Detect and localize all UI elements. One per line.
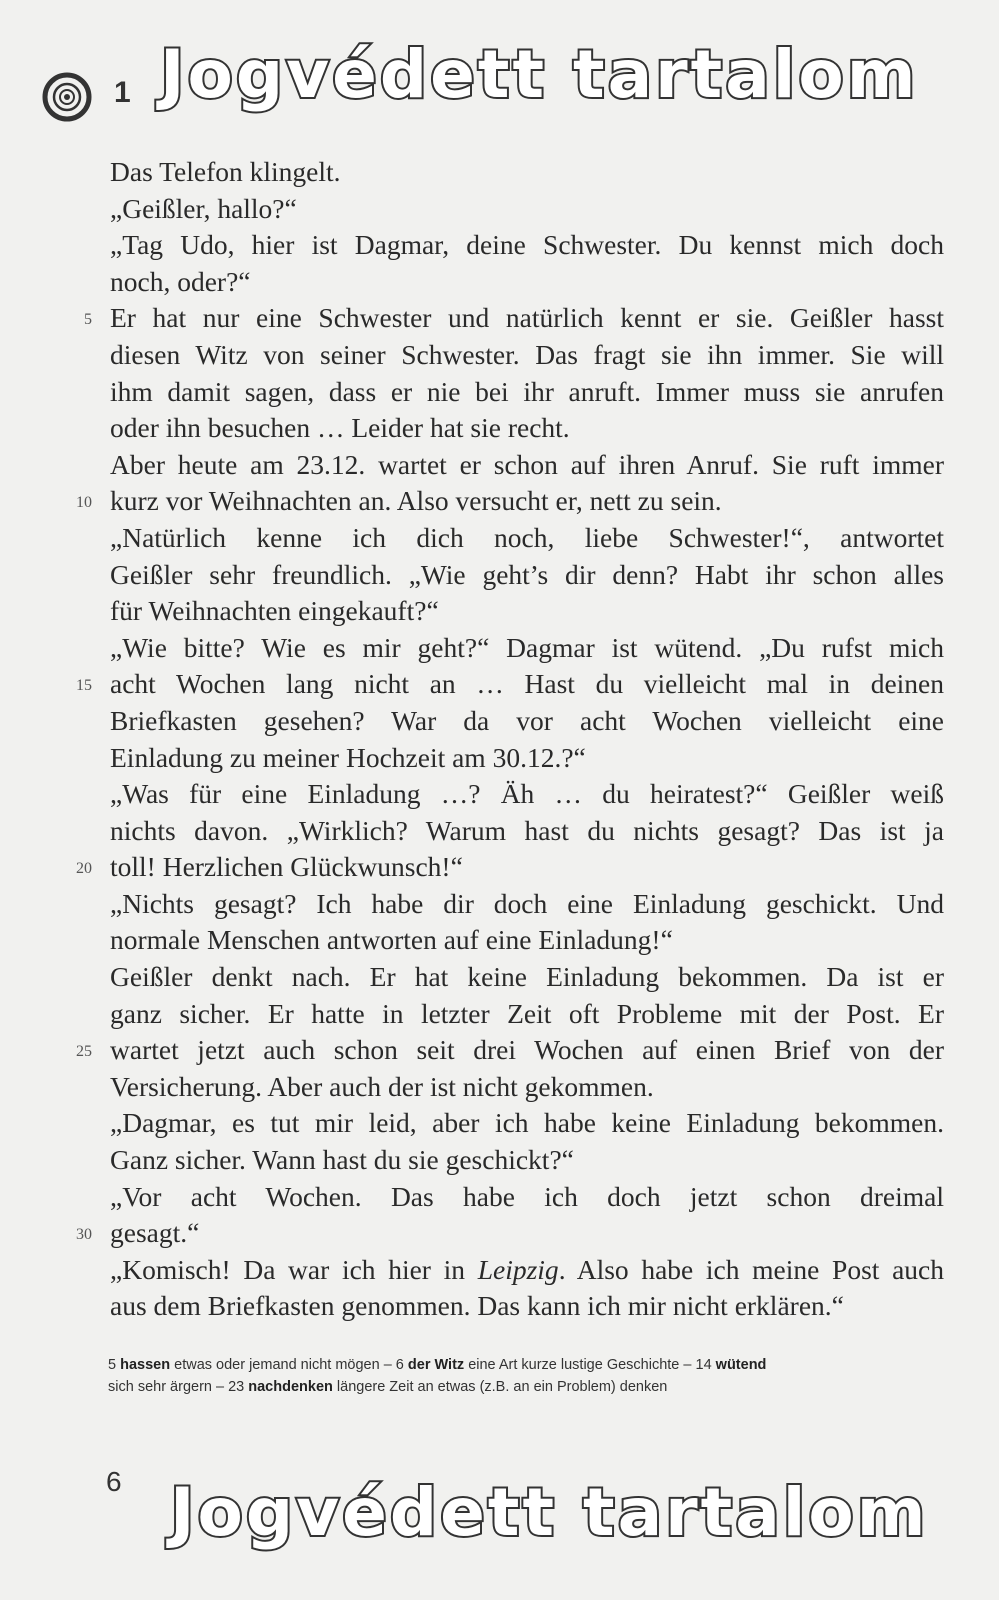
line-text: „Wie bitte? Wie es mir geht?“ Dagmar ist wütend. „Du rufst mich (110, 631, 944, 663)
line-text: acht Wochen lang nicht an … Hast du vielleicht mal in deinen (110, 668, 944, 700)
line-number: 30 (76, 1226, 92, 1244)
line-text: Das Telefon klingelt. (110, 156, 341, 187)
line-text-emphasis: Leipzig (477, 1253, 559, 1285)
line-text: Geißler denkt nach. Er hat keine Einladung bekommen. Da ist er (110, 961, 944, 993)
glossary-definition: längere Zeit an etwas (z.B. an ein Problem) denken (336, 1379, 668, 1395)
line-text: toll! Herzlichen Glückwunsch!“ (110, 851, 463, 883)
text-line (60, 154, 960, 191)
text-line (60, 264, 960, 301)
text-line (60, 703, 960, 740)
line-text: „Tag Udo, hier ist Dagmar, deine Schwester. Du kennst mich doch (110, 229, 944, 261)
text-line (60, 959, 960, 996)
line-text: für Weihnachten eingekauft?“ (110, 595, 439, 627)
line-text: aus dem Briefkasten genommen. Das kann ich mir nicht erklären.“ (110, 1290, 844, 1322)
line-text: Briefkasten gesehen? War da vor acht Wochen vielleicht eine (110, 704, 944, 736)
glossary-term: der Witz (407, 1357, 465, 1373)
line-text-part: „Komisch! Da war ich hier in (110, 1253, 478, 1285)
line-text: Er hat nur eine Schwester und natürlich kennt er sie. Geißler hasst (110, 302, 944, 334)
chapter-number: 1 (114, 76, 131, 109)
line-text: normale Menschen antworten auf eine Einladung!“ (110, 924, 673, 956)
text-line (60, 1288, 960, 1325)
line-text: „Dagmar, es tut mir leid, aber ich habe keine Einladung bekommen. (110, 1107, 944, 1139)
glossary-line-number: 6 (395, 1357, 404, 1373)
line-text: diesen Witz von seiner Schwester. Das fragt sie ihn immer. Sie will (110, 338, 944, 370)
line-text: Geißler sehr freundlich. „Wie geht’s dir denn? Habt ihr schon alles (110, 558, 944, 590)
line-text: Einladung zu meiner Hochzeit am 30.12.?“ (110, 741, 586, 773)
glossary-line (108, 1354, 958, 1376)
text-line (60, 300, 960, 337)
text-line (60, 776, 960, 813)
watermark-bottom: Jogvédett tartalom (170, 1474, 929, 1551)
watermark-top: Jogvédett tartalom (160, 36, 919, 113)
text-line (60, 1215, 960, 1252)
line-text: „Was für eine Einladung …? Äh … du heiratest?“ Geißler weiß (110, 778, 944, 810)
line-text: oder ihn besuchen … Leider hat sie recht. (110, 412, 570, 444)
glossary-term: hassen (120, 1357, 171, 1373)
line-number: 10 (76, 494, 92, 512)
text-line (60, 1105, 960, 1142)
text-line (60, 483, 960, 520)
glossary-definition: eine Art kurze lustige Geschichte – (468, 1357, 692, 1373)
line-text: „Geißler, hallo?“ (110, 192, 297, 224)
text-line (60, 447, 960, 484)
line-text: Aber heute am 23.12. wartet er schon auf ihren Anruf. Sie ruft immer (110, 448, 944, 480)
glossary-line-number: 23 (228, 1379, 245, 1395)
glossary-line (108, 1376, 958, 1398)
line-text: „Vor acht Wochen. Das habe ich doch jetzt schon dreimal (110, 1180, 944, 1212)
text-line (60, 191, 960, 228)
text-line (60, 410, 960, 447)
text-line (60, 1179, 960, 1216)
text-line (60, 1069, 960, 1106)
glossary-definition: etwas oder jemand nicht mögen – (174, 1357, 392, 1373)
text-line (60, 337, 960, 374)
text-line (60, 520, 960, 557)
line-text: noch, oder?“ (110, 265, 251, 297)
line-text (110, 1252, 944, 1289)
line-text: gesagt.“ (110, 1217, 200, 1249)
glossary-line-number: 5 (108, 1357, 117, 1373)
text-line (60, 1142, 960, 1179)
line-text-part: . Also habe ich meine Post auch (558, 1253, 944, 1285)
line-text: Ganz sicher. Wann hast du sie geschickt?“ (110, 1144, 574, 1176)
text-line (60, 630, 960, 667)
text-line (60, 1252, 960, 1289)
text-line (60, 593, 960, 630)
text-line (60, 886, 960, 923)
glossary-term: wütend (715, 1357, 767, 1373)
text-line (60, 374, 960, 411)
text-line (60, 666, 960, 703)
text-line (60, 996, 960, 1033)
text-line (60, 557, 960, 594)
text-line (60, 740, 960, 777)
line-text: wartet jetzt auch schon seit drei Wochen auf einen Brief von der (110, 1034, 944, 1066)
text-line (60, 813, 960, 850)
line-number: 5 (84, 311, 92, 329)
page-number: 6 (106, 1466, 122, 1497)
line-text: nichts davon. „Wirklich? Warum hast du nichts gesagt? Das ist ja (110, 814, 944, 846)
glossary-line-number: 14 (695, 1357, 712, 1373)
text-line (60, 1032, 960, 1069)
story-text (60, 154, 960, 1325)
text-line (60, 227, 960, 264)
glossary-definition: sich sehr ärgern – (108, 1379, 225, 1395)
line-text: Versicherung. Aber auch der ist nicht gekommen. (110, 1070, 654, 1102)
line-text: „Nichts gesagt? Ich habe dir doch eine Einladung geschickt. Und (110, 887, 944, 919)
line-number: 25 (76, 1043, 92, 1061)
line-text: ihm damit sagen, dass er nie bei ihr anruft. Immer muss sie anrufen (110, 375, 944, 407)
text-line (60, 922, 960, 959)
text-line (60, 849, 960, 886)
line-text: ganz sicher. Er hatte in letzter Zeit oft Probleme mit der Post. Er (110, 997, 944, 1029)
line-number: 15 (76, 677, 92, 695)
line-number: 20 (76, 860, 92, 878)
line-text: kurz vor Weihnachten an. Also versucht er, nett zu sein. (110, 485, 722, 517)
glossary (108, 1354, 958, 1398)
glossary-term: nachdenken (248, 1379, 333, 1395)
line-text: „Natürlich kenne ich dich noch, liebe Schwester!“, antwortet (110, 521, 944, 553)
cd-audio-icon[interactable] (42, 72, 92, 122)
